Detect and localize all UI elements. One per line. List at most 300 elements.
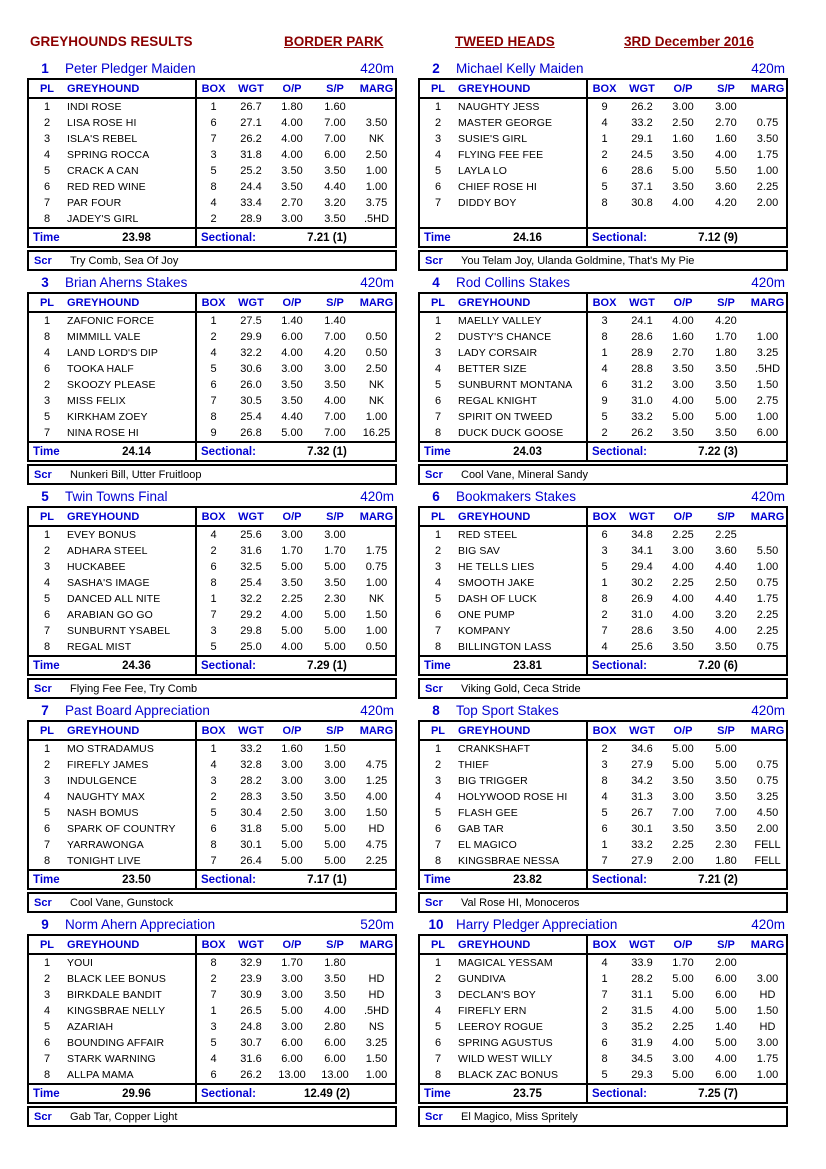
result-row	[420, 837, 786, 853]
time-value: 24.36	[122, 659, 151, 672]
greyhound-cell: MAELLY VALLEY	[458, 315, 542, 327]
result-row	[420, 179, 786, 195]
weight-cell: 26.9	[631, 593, 653, 605]
greyhound-cell: KINGSBRAE NELLY	[67, 1005, 166, 1017]
start-price-cell: 6.00	[715, 973, 737, 985]
column-header-row	[420, 722, 786, 741]
weight-cell: 31.8	[240, 823, 262, 835]
start-price-cell: 3.50	[324, 577, 346, 589]
time-row	[420, 655, 786, 674]
margin-cell: 1.75	[756, 149, 779, 161]
greyhound-cell: BOUNDING AFFAIR	[67, 1037, 165, 1049]
venue-border-park: BORDER PARK	[284, 34, 384, 49]
result-row	[29, 1035, 395, 1051]
sectional-label: Sectional:	[592, 1087, 647, 1100]
results-table	[418, 934, 788, 1104]
box-cell: 3	[210, 625, 217, 637]
weight-cell: 31.2	[631, 379, 653, 391]
race-number: 5	[41, 488, 49, 504]
result-row	[29, 821, 395, 837]
result-row	[420, 361, 786, 377]
col-header-op: O/P	[282, 296, 302, 309]
start-price-cell: 5.00	[715, 759, 737, 771]
start-price-cell: 3.50	[715, 427, 737, 439]
open-price-cell: 4.00	[281, 609, 303, 621]
race-title	[27, 272, 397, 292]
page-header	[27, 34, 826, 58]
box-cell: 5	[601, 807, 608, 819]
open-price-cell: 3.50	[672, 625, 694, 637]
margin-cell: 1.00	[756, 561, 779, 573]
start-price-cell: 7.00	[324, 133, 346, 145]
col-header-marg: MARG	[359, 938, 394, 951]
place-cell: 2	[43, 117, 51, 129]
box-cell: 3	[601, 315, 608, 327]
place-cell: 1	[434, 743, 442, 755]
sectional-label: Sectional:	[592, 659, 647, 672]
result-row	[29, 345, 395, 361]
race-title	[418, 272, 788, 292]
place-cell: 7	[434, 411, 442, 423]
box-cell: 3	[601, 759, 608, 771]
box-cell: 1	[601, 133, 608, 145]
place-cell: 3	[43, 395, 51, 407]
margin-cell: 6.00	[756, 427, 779, 439]
result-row	[29, 773, 395, 789]
weight-cell: 28.6	[631, 625, 653, 637]
open-price-cell: 4.40	[281, 411, 303, 423]
race-name: Norm Ahern Appreciation	[65, 916, 216, 932]
place-cell: 4	[43, 577, 51, 589]
box-cell: 3	[601, 545, 608, 557]
col-header-op: O/P	[282, 724, 302, 737]
place-cell: 1	[43, 529, 51, 541]
sectional-label: Sectional:	[201, 1087, 256, 1100]
margin-cell: 5.50	[756, 545, 779, 557]
margin-cell: 1.00	[365, 411, 388, 423]
box-cell: 6	[601, 529, 608, 541]
start-price-cell: 13.00	[321, 1069, 349, 1081]
open-price-cell: 4.00	[281, 641, 303, 653]
col-header-marg: MARG	[750, 510, 785, 523]
start-price-cell: 2.30	[715, 839, 737, 851]
race-name: Twin Towns Final	[65, 488, 168, 504]
weight-cell: 25.0	[240, 641, 262, 653]
result-row	[420, 527, 786, 543]
box-cell: 9	[601, 395, 608, 407]
open-price-cell: 5.00	[281, 625, 303, 637]
open-price-cell: 13.00	[278, 1069, 306, 1081]
start-price-cell: 7.00	[324, 427, 346, 439]
col-header-op: O/P	[282, 510, 302, 523]
open-price-cell: 4.00	[281, 117, 303, 129]
margin-cell: 1.00	[365, 1069, 388, 1081]
result-row	[420, 607, 786, 623]
greyhound-cell: SPARK OF COUNTRY	[67, 823, 176, 835]
result-row	[29, 131, 395, 147]
col-header-sp: S/P	[326, 724, 344, 737]
race-block	[418, 700, 788, 913]
race-name: Peter Pledger Maiden	[65, 60, 196, 76]
weight-cell: 26.4	[240, 855, 262, 867]
open-price-cell: 6.00	[281, 1037, 303, 1049]
greyhound-cell: JADEY'S GIRL	[67, 213, 139, 225]
time-value: 24.03	[513, 445, 542, 458]
start-price-cell: 1.70	[324, 545, 346, 557]
open-price-cell: 3.00	[672, 379, 694, 391]
open-price-cell: 3.00	[281, 775, 303, 787]
open-price-cell: 1.60	[672, 331, 694, 343]
time-row	[420, 441, 786, 460]
result-row	[420, 115, 786, 131]
start-price-cell: 3.00	[324, 529, 346, 541]
weight-cell: 31.6	[240, 545, 262, 557]
place-cell: 8	[434, 641, 442, 653]
result-row	[29, 789, 395, 805]
time-label: Time	[424, 873, 451, 886]
race-distance: 420m	[751, 916, 785, 932]
open-price-cell: 5.00	[281, 823, 303, 835]
weight-cell: 32.2	[240, 347, 262, 359]
sectional-value: 7.22 (3)	[698, 445, 738, 458]
col-header-op: O/P	[282, 938, 302, 951]
weight-cell: 26.0	[240, 379, 262, 391]
box-cell: 6	[210, 823, 217, 835]
col-header-sp: S/P	[326, 510, 344, 523]
start-price-cell: 5.00	[324, 855, 346, 867]
margin-cell: 2.50	[365, 149, 388, 161]
start-price-cell: 7.00	[324, 117, 346, 129]
box-cell: 1	[601, 577, 608, 589]
start-price-cell: 7.00	[715, 807, 737, 819]
place-cell: 6	[434, 823, 442, 835]
sectional-label: Sectional:	[201, 231, 256, 244]
place-cell: 8	[43, 213, 51, 225]
weight-cell: 34.2	[631, 775, 653, 787]
result-row	[420, 377, 786, 393]
greyhound-cell: LAYLA LO	[458, 165, 508, 177]
result-row	[420, 987, 786, 1003]
box-cell: 8	[210, 957, 217, 969]
start-price-cell: 5.50	[715, 165, 737, 177]
race-number: 2	[432, 60, 440, 76]
time-value: 29.96	[122, 1087, 151, 1100]
start-price-cell: 4.40	[715, 561, 737, 573]
result-row	[420, 1067, 786, 1083]
weight-cell: 32.5	[240, 561, 262, 573]
margin-cell: 2.00	[756, 197, 779, 209]
col-header-wgt: WGT	[238, 938, 264, 951]
col-header-box: BOX	[592, 938, 617, 951]
col-header-box: BOX	[592, 510, 617, 523]
open-price-cell: 3.00	[281, 973, 303, 985]
greyhound-cell: CRACK A CAN	[67, 165, 139, 177]
weight-cell: 26.8	[240, 427, 262, 439]
place-cell: 3	[43, 775, 51, 787]
open-price-cell: 5.00	[281, 855, 303, 867]
result-row	[29, 987, 395, 1003]
start-price-cell: 7.00	[324, 331, 346, 343]
column-header-row	[420, 508, 786, 527]
time-value: 23.82	[513, 873, 542, 886]
col-header-greyhound: GREYHOUND	[458, 82, 531, 95]
weight-cell: 28.9	[240, 213, 262, 225]
place-cell: 6	[434, 609, 442, 621]
result-row	[29, 741, 395, 757]
col-header-greyhound: GREYHOUND	[458, 724, 531, 737]
start-price-cell: 7.00	[324, 411, 346, 423]
open-price-cell: 2.70	[672, 347, 694, 359]
box-cell: 4	[210, 1053, 217, 1065]
greyhound-cell: LISA ROSE HI	[67, 117, 137, 129]
open-price-cell: 4.00	[281, 133, 303, 145]
greyhound-cell: SASHA'S IMAGE	[67, 577, 150, 589]
open-price-cell: 6.00	[281, 331, 303, 343]
weight-cell: 24.1	[631, 315, 653, 327]
time-value: 23.50	[122, 873, 151, 886]
greyhound-cell: GAB TAR	[458, 823, 504, 835]
result-row	[29, 329, 395, 345]
sectional-label: Sectional:	[201, 659, 256, 672]
open-price-cell: 3.00	[281, 989, 303, 1001]
open-price-cell: 5.00	[281, 427, 303, 439]
result-row	[420, 131, 786, 147]
place-cell: 1	[434, 957, 442, 969]
open-price-cell: 3.00	[281, 213, 303, 225]
place-cell: 6	[434, 1037, 442, 1049]
greyhound-cell: LADY CORSAIR	[458, 347, 538, 359]
result-row	[420, 971, 786, 987]
sectional-label: Sectional:	[201, 445, 256, 458]
weight-cell: 26.2	[240, 133, 262, 145]
col-header-op: O/P	[673, 82, 693, 95]
box-cell: 8	[601, 331, 608, 343]
weight-cell: 27.9	[631, 855, 653, 867]
box-cell: 8	[210, 577, 217, 589]
scr-label: Scr	[425, 682, 443, 695]
race-title	[418, 700, 788, 720]
scratched-names: Try Comb, Sea Of Joy	[70, 254, 179, 267]
margin-cell: NS	[368, 1021, 385, 1033]
greyhound-cell: THIEF	[458, 759, 489, 771]
place-cell: 7	[43, 427, 51, 439]
greyhound-cell: REGAL MIST	[67, 641, 132, 653]
open-price-cell: 6.00	[281, 1053, 303, 1065]
race-number: 10	[428, 916, 444, 932]
scratchings-row	[418, 678, 788, 699]
box-cell: 4	[601, 641, 608, 653]
box-cell: 5	[601, 411, 608, 423]
open-price-cell: 3.50	[672, 775, 694, 787]
result-row	[420, 821, 786, 837]
place-cell: 5	[434, 379, 442, 391]
start-price-cell: 4.20	[715, 315, 737, 327]
weight-cell: 33.2	[631, 839, 653, 851]
margin-cell: 2.50	[365, 363, 388, 375]
greyhound-cell: ALLPA MAMA	[67, 1069, 134, 1081]
results-table	[418, 292, 788, 462]
weight-cell: 25.4	[240, 577, 262, 589]
margin-cell: 4.50	[756, 807, 779, 819]
margin-cell: 0.75	[756, 577, 779, 589]
box-cell: 2	[210, 791, 217, 803]
weight-cell: 24.4	[240, 181, 262, 193]
start-price-cell: 3.50	[715, 379, 737, 391]
open-price-cell: 5.00	[281, 561, 303, 573]
result-row	[29, 1019, 395, 1035]
place-cell: 7	[434, 197, 442, 209]
weight-cell: 30.1	[240, 839, 262, 851]
open-price-cell: 1.70	[281, 545, 303, 557]
place-cell: 5	[43, 411, 51, 423]
place-cell: 2	[434, 117, 442, 129]
place-cell: 3	[43, 561, 51, 573]
place-cell: 6	[43, 363, 51, 375]
margin-cell: .5HD	[363, 213, 390, 225]
place-cell: 2	[43, 545, 51, 557]
margin-cell: 1.50	[365, 807, 388, 819]
result-row	[29, 99, 395, 115]
weight-cell: 29.2	[240, 609, 262, 621]
open-price-cell: 3.00	[281, 363, 303, 375]
greyhound-cell: SUSIE'S GIRL	[458, 133, 528, 145]
sectional-value: 7.21 (1)	[307, 231, 347, 244]
race-block	[27, 58, 397, 271]
weight-cell: 33.9	[631, 957, 653, 969]
box-cell: 7	[601, 625, 608, 637]
col-header-greyhound: GREYHOUND	[67, 510, 140, 523]
margin-cell: 4.00	[365, 791, 388, 803]
place-cell: 8	[43, 641, 51, 653]
open-price-cell: 5.00	[672, 411, 694, 423]
col-header-box: BOX	[201, 938, 226, 951]
greyhound-cell: LAND LORD'S DIP	[67, 347, 159, 359]
weight-cell: 30.8	[631, 197, 653, 209]
weight-cell: 26.7	[631, 807, 653, 819]
open-price-cell: 1.60	[672, 133, 694, 145]
weight-cell: 33.4	[240, 197, 262, 209]
race-block	[418, 486, 788, 699]
greyhound-cell: RED STEEL	[458, 529, 518, 541]
open-price-cell: 2.00	[672, 855, 694, 867]
greyhound-cell: MO STRADAMUS	[67, 743, 154, 755]
margin-cell: 2.25	[365, 855, 388, 867]
place-cell: 6	[43, 823, 51, 835]
box-cell: 1	[210, 593, 217, 605]
weight-cell: 31.9	[631, 1037, 653, 1049]
place-cell: 3	[43, 133, 51, 145]
col-header-box: BOX	[201, 724, 226, 737]
race-number: 7	[41, 702, 49, 718]
open-price-cell: 3.50	[281, 791, 303, 803]
place-cell: 6	[434, 181, 442, 193]
start-price-cell: 6.00	[324, 149, 346, 161]
scratched-names: Flying Fee Fee, Try Comb	[70, 682, 198, 695]
place-cell: 4	[43, 791, 51, 803]
time-row	[29, 655, 395, 674]
open-price-cell: 3.00	[281, 529, 303, 541]
margin-cell: 0.75	[756, 641, 779, 653]
open-price-cell: 2.25	[672, 577, 694, 589]
greyhound-cell: KINGSBRAE NESSA	[458, 855, 560, 867]
weight-cell: 30.7	[240, 1037, 262, 1049]
scr-label: Scr	[34, 254, 52, 267]
box-cell: 4	[601, 791, 608, 803]
scr-label: Scr	[34, 468, 52, 481]
race-block	[27, 272, 397, 485]
col-header-pl: PL	[39, 296, 55, 309]
weight-cell: 25.6	[631, 641, 653, 653]
sectional-value: 7.20 (6)	[698, 659, 738, 672]
margin-cell: NK	[368, 379, 385, 391]
box-cell: 7	[210, 133, 217, 145]
greyhound-cell: LEEROY ROGUE	[458, 1021, 544, 1033]
place-cell: 3	[43, 989, 51, 1001]
time-label: Time	[424, 445, 451, 458]
results-table	[27, 78, 397, 248]
weight-cell: 26.2	[631, 427, 653, 439]
start-price-cell: 1.40	[324, 315, 346, 327]
race-distance: 420m	[360, 702, 394, 718]
race-distance: 420m	[751, 274, 785, 290]
box-cell: 8	[601, 1053, 608, 1065]
race-name: Past Board Appreciation	[65, 702, 210, 718]
start-price-cell: 1.40	[715, 1021, 737, 1033]
start-price-cell: 3.00	[324, 759, 346, 771]
sectional-label: Sectional:	[592, 231, 647, 244]
start-price-cell: 6.00	[324, 1053, 346, 1065]
weight-cell: 28.2	[631, 973, 653, 985]
box-cell: 8	[601, 593, 608, 605]
place-cell: 4	[43, 149, 51, 161]
weight-cell: 28.2	[240, 775, 262, 787]
start-price-cell: 6.00	[324, 1037, 346, 1049]
scratched-names: Val Rose HI, Monoceros	[461, 896, 580, 909]
greyhound-cell: BILLINGTON LASS	[458, 641, 552, 653]
start-price-cell: 5.00	[715, 411, 737, 423]
scratchings-row	[418, 892, 788, 913]
box-cell: 9	[601, 101, 608, 113]
place-cell: 1	[434, 529, 442, 541]
greyhound-cell: MIMMILL VALE	[67, 331, 141, 343]
margin-cell: 2.25	[756, 625, 779, 637]
place-cell: 2	[434, 331, 442, 343]
race-number: 6	[432, 488, 440, 504]
greyhound-cell: AZARIAH	[67, 1021, 114, 1033]
weight-cell: 29.4	[631, 561, 653, 573]
place-cell: 5	[43, 593, 51, 605]
start-price-cell: 3.50	[324, 379, 346, 391]
open-price-cell: 4.00	[281, 149, 303, 161]
weight-cell: 29.3	[631, 1069, 653, 1081]
col-header-box: BOX	[592, 82, 617, 95]
box-cell: 7	[210, 609, 217, 621]
greyhound-cell: DUCK DUCK GOOSE	[458, 427, 564, 439]
greyhound-cell: DASH OF LUCK	[458, 593, 537, 605]
col-header-sp: S/P	[717, 82, 735, 95]
time-value: 23.81	[513, 659, 542, 672]
col-header-pl: PL	[430, 510, 446, 523]
margin-cell: 0.75	[365, 561, 388, 573]
time-label: Time	[33, 659, 60, 672]
scratchings-row	[418, 464, 788, 485]
start-price-cell: 6.00	[715, 1069, 737, 1081]
result-row	[420, 543, 786, 559]
margin-cell: 1.50	[756, 1005, 779, 1017]
start-price-cell: 1.60	[715, 133, 737, 145]
col-header-op: O/P	[673, 296, 693, 309]
place-cell: 3	[434, 133, 442, 145]
